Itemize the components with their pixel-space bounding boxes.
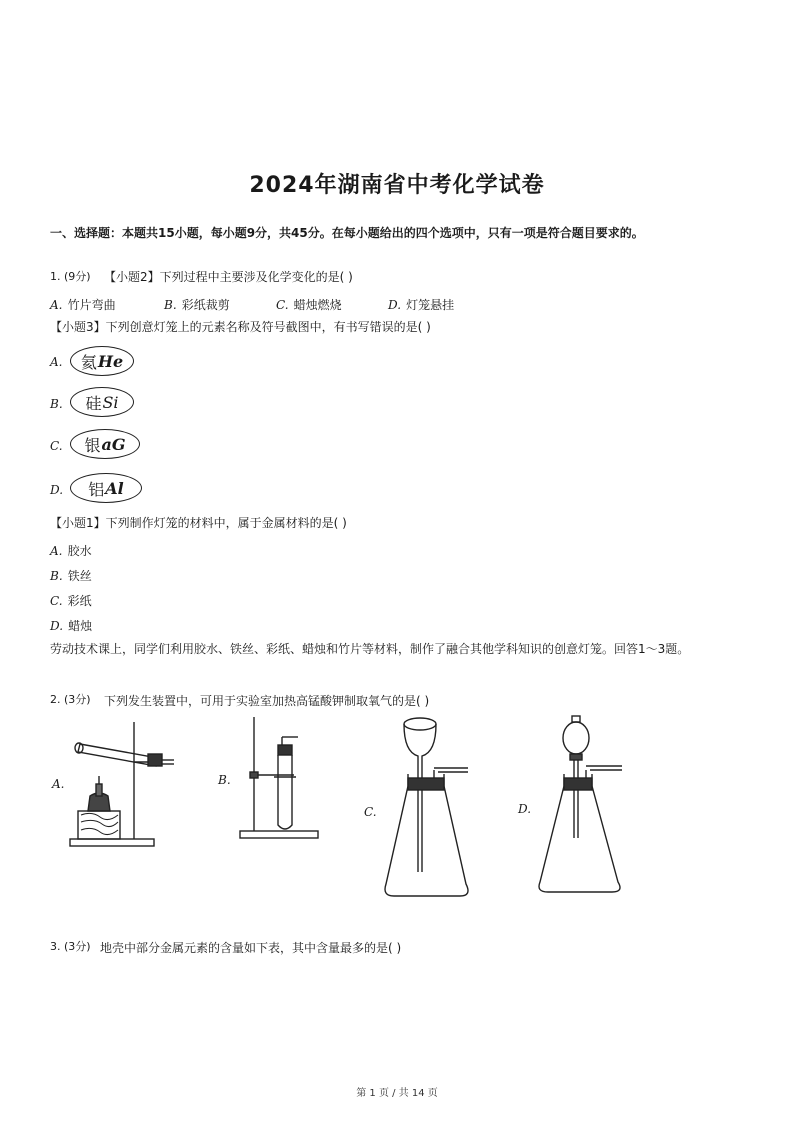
element-symbol: Si — [102, 392, 119, 412]
q1-context: 劳动技术课上，同学们利用胶水、铁丝、彩纸、蜡烛和竹片等材料，制作了融合其他学科知识的创意灯笼。回答1～3题。 — [50, 642, 690, 656]
option-label: D. — [388, 298, 402, 312]
element-name: 银 — [84, 435, 101, 455]
q2-stem: 下列发生装置中，可用于实验室加热高锰酸钾制取氧气的是( ) — [104, 694, 430, 708]
option-text: 铁丝 — [67, 569, 92, 583]
option-label: A. — [50, 544, 63, 558]
q1-sub3-option-d-label[interactable]: D. — [50, 483, 64, 497]
q1-sub1-option-b[interactable] — [50, 565, 92, 584]
element-symbol: He — [97, 351, 124, 371]
element-lantern-a[interactable] — [70, 346, 134, 376]
option-label: C. — [50, 594, 63, 608]
option-text: 蜡烛 — [68, 619, 93, 633]
option-label: B. — [50, 569, 63, 583]
question-number: 1. — [50, 270, 61, 283]
q1-sub2-option-d[interactable] — [388, 294, 454, 313]
q1-sub3-option-c-label[interactable]: C. — [50, 439, 63, 453]
option-text: 竹片弯曲 — [67, 298, 116, 312]
page-footer: 第 1 页 / 共 14 页 — [356, 1088, 438, 1099]
question-number: 3. — [50, 940, 61, 953]
element-lantern-b[interactable] — [70, 387, 134, 417]
q1-sub3-stem: 【小题3】下列创意灯笼上的元素名称及符号截图中，有书写错误的是( ) — [50, 320, 431, 334]
option-label: C. — [276, 298, 289, 312]
question-1-number — [50, 268, 91, 284]
q1-sub3-option-b-label[interactable]: B. — [50, 397, 63, 411]
q1-sub2-option-a[interactable] — [50, 294, 116, 313]
option-text: 胶水 — [67, 544, 92, 558]
apparatus-a-heating-tube[interactable] — [66, 718, 176, 850]
q2-option-b-label[interactable]: B. — [218, 773, 231, 787]
option-label: D. — [50, 619, 64, 633]
q2-option-a-label[interactable]: A. — [52, 777, 65, 791]
option-text: 蜡烛燃烧 — [293, 298, 342, 312]
q1-sub2-option-b[interactable] — [164, 294, 230, 313]
apparatus-c-flask-funnel[interactable] — [378, 712, 474, 902]
q2-option-c-label[interactable]: C. — [364, 805, 377, 819]
q1-sub2-stem: 【小题2】下列过程中主要涉及化学变化的是( ) — [104, 270, 353, 284]
option-label: B. — [164, 298, 177, 312]
element-lantern-c[interactable] — [70, 429, 140, 459]
q1-sub1-stem: 【小题1】下列制作灯笼的材料中，属于金属材料的是( ) — [50, 516, 347, 530]
element-symbol: aG — [101, 434, 126, 454]
q1-sub3-option-a-label[interactable]: A. — [50, 355, 63, 369]
question-score: (9分) — [64, 270, 91, 283]
q2-option-d-label[interactable]: D. — [518, 802, 532, 816]
section-heading: 一、选择题：本题共15小题，每小题9分，共45分。在每小题给出的四个选项中，只有一项是符合题目要求的。 — [50, 226, 644, 240]
apparatus-d-flask-separatory-funnel[interactable] — [532, 712, 628, 898]
element-name: 铝 — [88, 479, 105, 499]
q1-sub1-option-a[interactable] — [50, 540, 92, 559]
element-lantern-d[interactable] — [70, 473, 142, 503]
option-text: 灯笼悬挂 — [406, 298, 455, 312]
option-text: 彩纸裁剪 — [181, 298, 230, 312]
element-symbol: Al — [105, 478, 124, 498]
q1-sub1-option-c[interactable] — [50, 590, 92, 609]
apparatus-b-test-tube-stand[interactable] — [238, 715, 322, 841]
question-number: 2. — [50, 693, 61, 706]
option-text: 彩纸 — [67, 594, 92, 608]
option-label: A. — [50, 298, 63, 312]
question-score: (3分) — [64, 940, 91, 953]
q1-sub2-option-c[interactable] — [276, 294, 342, 313]
question-2-number — [50, 691, 91, 707]
question-score: (3分) — [64, 693, 91, 706]
page-title: 2024年湖南省中考化学试卷 — [249, 173, 545, 198]
q3-stem: 地壳中部分金属元素的含量如下表，其中含量最多的是( ) — [100, 941, 402, 955]
element-name: 硅 — [85, 393, 102, 413]
q1-sub1-option-d[interactable] — [50, 615, 92, 634]
element-name: 氦 — [80, 352, 97, 372]
question-3-number — [50, 938, 91, 954]
